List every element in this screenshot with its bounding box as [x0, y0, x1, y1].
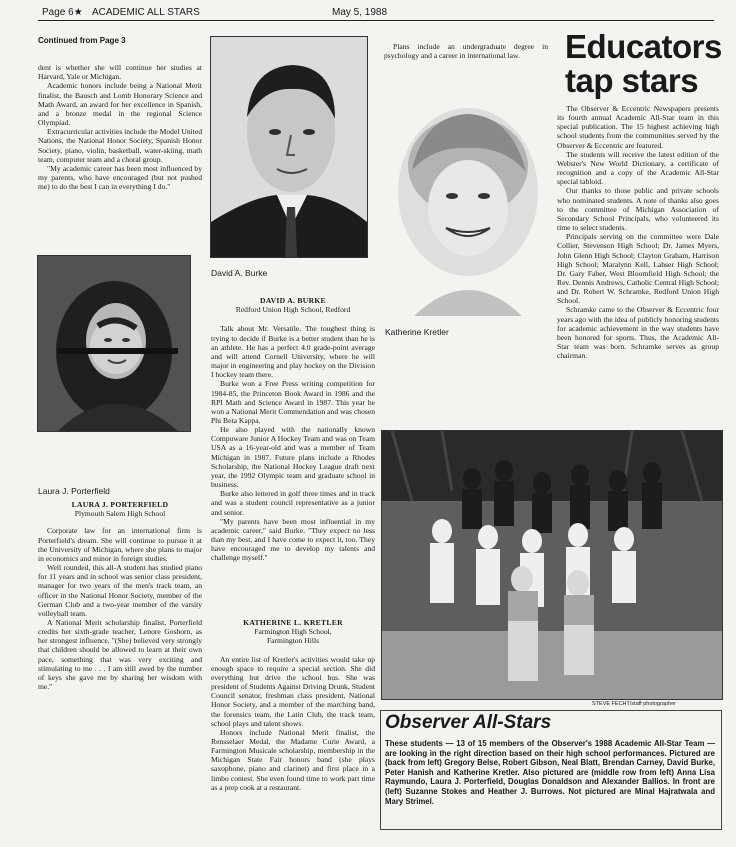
section-title: ACADEMIC ALL STARS: [92, 7, 200, 18]
article-paragraph: Schramke came to the Observer & Eccentric four years ago with the idea of publicly honoring students for academic achievement in the way students have been honored for sports. Thus, the Academic All-Star team was born. Schramke serves as group chairman.: [557, 305, 719, 361]
continued-label: Continued from Page 3: [38, 36, 126, 45]
article-paragraph: Honors include National Merit finalist, the Rensselaer Medal, the Madame Curie Award, a Farmington Musicale scholarship, membership in the Michigan State Fair honors band (she plays saxophone, piano and clarinet) and first place in a limbo contest. She even found time to work part time as a prep cook at a restaurant.: [211, 727, 375, 792]
article-paragraph: "My academic career has been most influenced by my parents, who have encouraged (but not pushed me) to do the best I can in everything I do.": [38, 163, 202, 192]
article-paragraph: Talk about Mr. Versatile. The toughest thing is trying to decide if Burke is a better student than he is an athlete. He has a perfect 4.0 grade-point average and will attend Cornell University, where he will major in engineering and play hockey on the Division I hockey team there.: [211, 324, 375, 380]
article-paragraph: The students will receive the latest edition of the Webster's New World Dictionary, a certificate of recognition and a copy of the Academic All-Star special tabloid.: [557, 149, 719, 187]
photo-credit: STEVE FECHT/staff photographer: [592, 701, 676, 707]
article-paragraph: Burke also lettered in golf three times and in track and was a student council representative as a junior and senior.: [211, 489, 375, 517]
article-paragraph: He also played with the nationally known Compuware Junior A Hockey Team and was on Team USA as a 16-year-old and was a member of Team Michigan in 1987. Future plans include a Rhodes Scholarship, the National Hockey League draft next year, the 1992 Olympic team and graduate school in business.: [211, 425, 375, 490]
porterfield-caption: Laura J. Porterfield: [38, 486, 110, 496]
kretler-photo: [384, 96, 552, 316]
group-photo: [381, 430, 723, 700]
article-paragraph: dent is whether she will continue her studies at Harvard, Yale or Michigan.: [38, 63, 202, 82]
article-paragraph: An entire list of Kretler's activities would take up enough space to require a special section. She did everything but drive the school bus. She was president of Students Against Driving Drunk, Student Council senator, freshman class president, National Honor Society, and a member of the marching band, the forensics team, the Latin Club, the track team, school plays and talent shows.: [211, 654, 375, 728]
burke-photo: [210, 36, 368, 258]
left-column-continued: [38, 36, 202, 191]
all-stars-title: Observer All-Stars: [385, 712, 552, 733]
porterfield-byline: LAURA J. PORTERFIELD Plymouth Salem High School: [71, 500, 169, 519]
porterfield-photo: [37, 255, 191, 432]
educators-headline: Educators tap stars: [565, 28, 722, 99]
educators-story: [557, 104, 719, 360]
kretler-byline: KATHERINE L. KRETLER Farmington High School, Farmington Hills: [243, 618, 343, 646]
article-paragraph: "My parents have been most influential in my academic career," said Burke. "They expect no less than my best, and I have come to expect it, too. They have encouraged me to develop my talents and challenge myself.": [211, 516, 375, 563]
article-paragraph: Well rounded, this all-A student has studied piano for 11 years and in school was senior class president, manager for two years of the men's track team, an officer in the National Honor Society, member of the German Club and a two-year member of the varsity volleyball team.: [38, 563, 202, 618]
header-rule: [38, 20, 714, 21]
kretler-intro: Plans include an undergraduate degree in psychology and a career in international law.: [384, 42, 548, 61]
article-paragraph: Burke won a Free Press writing competition for 1984-85, the Princeton Book Award in 1986 and the RPI Math and Science Award in 1987. This year he won a National Merit Commendation and was chosen Phi Beta Kappa.: [211, 379, 375, 425]
burke-byline: DAVID A. BURKE Redford Union High School, Redford: [235, 296, 351, 315]
issue-date: May 5, 1988: [332, 7, 388, 18]
article-paragraph: Extracurricular activities include the Model United Nations, the National Honor Society, Spanish Honor Society, piano, violin, basketball, water-skiing, math team, computer team and a choral group.: [38, 127, 202, 164]
page-number: Page 6★: [42, 7, 83, 18]
all-stars-caption: These students — 13 of 15 members of the Observer's 1988 Academic All-Star Team — are looking in the right direction based on their high school performances. Pictured are (back from left) Gregory Belse, Robert Gibson, Neal Blatt, Brendan Carney, David Burke, Peter Hanish and Katherine Kretler. Also pictured are (middle row from left) Anna Lisa Raymundo, Laura J. Porterfield, Douglas Donaldson and Alexander Ballios. In front are (left) Suzanne Stokes and Heather J. Burrows. Not pictured are Minal Hajratwala and Mary Strimel.: [385, 739, 715, 806]
burke-story: [211, 296, 375, 562]
article-paragraph: The Observer & Eccentric Newspapers presents its fourth annual Academic All-Star team in this special publication. The 15 highest achieving high school students from the communities served by the Observer & Eccentric are featured.: [557, 104, 719, 150]
article-paragraph: Principals serving on the committee were Dale Collier, Stevenson High School; Dr. James Myers, John Glenn High School; Clayton Graham, Harrison High School; Maralynn Kell, Lahser High School; Dr. Gary Faber, West Bloomfield High School; the Rev. Dennis Andrews, Catholic Central High School; and Dr. Robert W. Schramke, Redford Union High School.: [557, 232, 719, 306]
article-paragraph: Academic honors include being a National Merit finalist, the Bausch and Lomb Honorary Science and Math Award, an award for her excellence in Spanish, and a bronze medal in the regional Science Olympiad.: [38, 81, 202, 128]
article-paragraph: Our thanks to those public and private schools who nominated students. A note of thanks also goes to the committee of Michigan Association of Secondary School Principals, who volunteered its time to select students.: [557, 186, 719, 233]
kretler-story: [211, 618, 375, 792]
kretler-caption: Katherine Kretler: [385, 327, 449, 337]
article-paragraph: A National Merit scholarship finalist, Porterfield credits her sixth-grade teacher, Lenore Goshorn, as her strongest influence. "(She) believed very strongly that children should be allowed to learn at their own pace, something that was very exciting and stimulating to me . . . I am still awed by the number of keys she gave me by sharing her wisdom with me.": [38, 617, 202, 692]
burke-caption: David A. Burke: [211, 268, 268, 278]
article-paragraph: Corporate law for an international firm is Porterfield's dream. She will continue to pursue it at the University of Michigan, where she plans to major in economics and minor in foreign studies.: [38, 526, 202, 563]
porterfield-story: [38, 500, 202, 691]
all-stars-caption-box: [380, 710, 722, 830]
